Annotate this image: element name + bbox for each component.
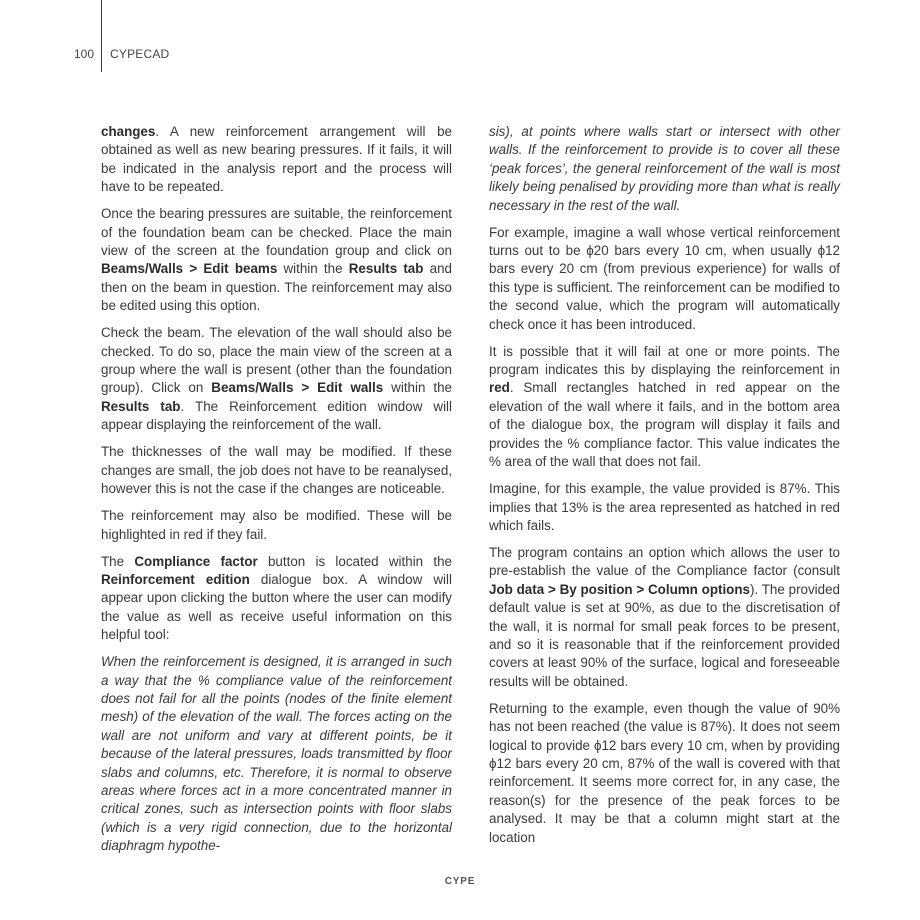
bold-term: changes bbox=[101, 124, 156, 139]
text-run: Check the beam. The elevation of the wall should also be checked. To do so, place the main view of the screen at a group where the wall is present (other than the foundation group). Click on bbox=[101, 325, 452, 396]
paragraph bbox=[489, 480, 840, 535]
text-run: The thicknesses of the wall may be modified. If these changes are small, the job does not have to be reanalysed, however this is not the case if the changes are noticeable. bbox=[101, 444, 452, 497]
bold-term: Beams/Walls > Edit walls bbox=[211, 380, 384, 396]
text-run: dialogue box. A window will appear upon clicking the button where the user can modify the value as well as receive useful information on this helpful tool: bbox=[101, 571, 452, 643]
text-run: When the reinforcement is designed, it is arranged in such a way that the % compliance value of the reinforcement does not fail for all the points (nodes of the finite element mesh) of the elevation of the wall. The forces acting on the wall are not uniform and vary at different points, be it because of the lateral pressures, loads transmitted by floor slabs and columns, etc. Therefore, it is normal to observe areas where forces act in a more concentrated manner in critical zones, such as intersection points with floor slabs (which is a very rigid connection, due to the horizontal diaphragm hypothe- bbox=[101, 654, 452, 854]
paragraph bbox=[489, 700, 840, 847]
text-run: and then on the beam in question. The reinforcement may also be edited using this option. bbox=[101, 261, 452, 314]
page-number: 100 bbox=[74, 47, 95, 61]
paragraph bbox=[101, 123, 452, 197]
paragraph bbox=[101, 553, 452, 645]
running-title: CYPECAD bbox=[110, 47, 170, 61]
bold-term: Results tab bbox=[101, 398, 181, 414]
header-divider bbox=[101, 0, 102, 72]
text-run: . The Reinforcement edition window will appear displaying the reinforcement of the wall. bbox=[101, 398, 452, 433]
footer-brand: CYPE bbox=[444, 876, 476, 887]
text-run: . A new reinforcement arrangement will be obtained as well as new bearing pressures. If it fails, it will be indicated in the analysis report and the process will have to be repeated. bbox=[101, 124, 452, 195]
bold-term: red bbox=[489, 380, 510, 396]
text-run: It is possible that it will fail at one or more points. The program indicates this by displaying the reinforcement in bbox=[489, 343, 840, 378]
paragraph bbox=[489, 343, 840, 472]
paragraph bbox=[489, 544, 840, 691]
left-column bbox=[101, 123, 452, 864]
bold-term: Job data > By position > Column options bbox=[489, 581, 750, 597]
text-run: button is located within the bbox=[257, 553, 452, 569]
bold-term: Beams/Walls > Edit beams bbox=[101, 261, 278, 277]
paragraph bbox=[101, 205, 452, 315]
italic-note-paragraph bbox=[489, 123, 840, 215]
text-run: within the bbox=[277, 261, 349, 277]
paragraph bbox=[101, 443, 452, 498]
bold-term: Compliance factor bbox=[134, 553, 258, 569]
text-run: For example, imagine a wall whose vertical reinforcement turns out to be ϕ20 bars every 10 cm, when usually ϕ12 bars every 20 cm (from previous experience) for walls of this type is sufficient. The reinforcement can be modified to the second value, which the program will automatically check once it has been introduced. bbox=[489, 224, 840, 332]
text-run: Once the bearing pressures are suitable, the reinforcement of the foundation beam can be checked. Place the main view of the screen at the foundation group and click on bbox=[101, 206, 452, 259]
paragraph bbox=[489, 224, 840, 334]
text-run: within the bbox=[383, 380, 453, 396]
bold-term: Reinforcement edition bbox=[101, 571, 250, 587]
text-run: The program contains an option which allows the user to pre-establish the value of the Compliance factor (consult bbox=[489, 544, 840, 579]
text-run: Returning to the example, even though the value of 90% has not been reached (the value is 87%). It does not seem logical to provide ϕ12 bars every 10 cm, when by providing ϕ12 bars every 20 cm, 87% of the wall is covered with that reinforcement. It seems more correct for, in any case, the reason(s) for the presence of the peak forces to be analysed. It may be that a column might start at the location bbox=[489, 700, 840, 845]
text-run: The reinforcement may also be modified. These will be highlighted in red if they fail. bbox=[101, 508, 452, 542]
text-run: The bbox=[101, 553, 135, 569]
paragraph bbox=[101, 507, 452, 544]
italic-note-paragraph bbox=[101, 653, 452, 855]
text-run: Imagine, for this example, the value provided is 87%. This implies that 13% is the area represented as hatched in red which fails. bbox=[489, 481, 840, 533]
paragraph bbox=[101, 324, 452, 434]
bold-term: Results tab bbox=[348, 261, 424, 277]
text-run: . Small rectangles hatched in red appear on the elevation of the wall where it fails, and in the bottom area of the dialogue box, the program will display it fails and provides the % compliance factor. This value indicates the % area of the wall that does not fail. bbox=[489, 380, 840, 470]
text-run: ). The provided default value is set at 90%, as due to the discretisation of the wall, it is normal for small peak forces to be present, and so it is reasonable that if the reinforcement provided covers at least 90% of the surface, logical and foreseeable results will be obtained. bbox=[489, 581, 840, 689]
right-column bbox=[489, 123, 840, 856]
text-run: sis), at points where walls start or intersect with other walls. If the reinforcement to provide is to cover all these ‘peak forces’, the general reinforcement of the wall is most likely being penalised by providing more than what is really necessary in the rest of the wall. bbox=[489, 124, 840, 213]
